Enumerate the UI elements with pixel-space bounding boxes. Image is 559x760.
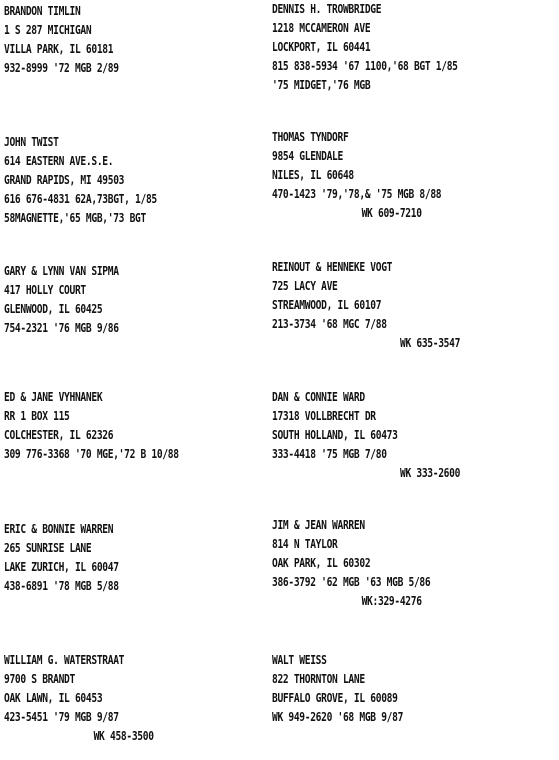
entry-phone-cars: 438-6891 '78 MGB 5/88 (4, 579, 119, 593)
entry-phone-cars: 932-8999 '72 MGB 2/89 (4, 61, 119, 75)
entry-name: WALT WEISS (272, 653, 327, 667)
entry-work-phone: WK:329-4276 (361, 594, 422, 608)
directory-entry-waterstraat (4, 651, 274, 746)
entry-city: VILLA PARK, IL 60181 (4, 42, 114, 56)
directory-entry-van-sipma (4, 262, 274, 338)
entry-city: LOCKPORT, IL 60441 (272, 40, 371, 54)
entry-name: REINOUT & HENNEKE VOGT (272, 260, 393, 274)
entry-name: JOHN TWIST (4, 135, 59, 149)
entry-work-phone: WK 609-7210 (361, 206, 422, 220)
entry-name: ERIC & BONNIE WARREN (4, 522, 114, 536)
entry-work-phone: WK 635-3547 (400, 336, 461, 350)
directory-entry-timlin (4, 2, 274, 78)
entry-street: 725 LACY AVE (272, 279, 338, 293)
directory-entry-vogt (272, 258, 542, 353)
entry-cars-extra: '75 MIDGET,'76 MGB (272, 78, 371, 92)
entry-name: JIM & JEAN WARREN (272, 518, 365, 532)
directory-entry-warren-eric (4, 520, 274, 596)
directory-entry-vyhnanek (4, 388, 274, 464)
entry-work-phone: WK 333-2600 (400, 466, 461, 480)
entry-phone-cars: 616 676-4831 62A,73BGT, 1/85 (4, 192, 157, 206)
entry-name: DENNIS H. TROWBRIDGE (272, 2, 382, 16)
entry-street: 1218 MCCAMERON AVE (272, 21, 371, 35)
entry-city: BUFFALO GROVE, IL 60089 (272, 691, 398, 705)
entry-name: BRANDON TIMLIN (4, 4, 81, 18)
entry-city: NILES, IL 60648 (272, 168, 354, 182)
entry-cars-extra: 58MAGNETTE,'65 MGB,'73 BGT (4, 211, 146, 225)
entry-city: GLENWOOD, IL 60425 (4, 302, 103, 316)
entry-phone-cars: 309 776-3368 '70 MGE,'72 B 10/88 (4, 447, 179, 461)
entry-name: GARY & LYNN VAN SIPMA (4, 264, 119, 278)
directory-entry-twist (4, 133, 274, 228)
entry-phone-cars: 386-3792 '62 MGB '63 MGB 5/86 (272, 575, 431, 589)
entry-city: LAKE ZURICH, IL 60047 (4, 560, 119, 574)
entry-phone-cars: 333-4418 '75 MGB 7/80 (272, 447, 387, 461)
directory-entry-weiss (272, 651, 542, 727)
entry-work-phone: WK 458-3500 (93, 729, 154, 743)
entry-street: 265 SUNRISE LANE (4, 541, 92, 555)
entry-phone-cars: 423-5451 '79 MGB 9/87 (4, 710, 119, 724)
entry-name: DAN & CONNIE WARD (272, 390, 365, 404)
entry-phone-cars: 754-2321 '76 MGB 9/86 (4, 321, 119, 335)
entry-phone-cars: WK 949-2620 '68 MGB 9/87 (272, 710, 404, 724)
entry-city: COLCHESTER, IL 62326 (4, 428, 114, 442)
entry-city: SOUTH HOLLAND, IL 60473 (272, 428, 398, 442)
entry-city: STREAMWOOD, IL 60107 (272, 298, 382, 312)
entry-street: 9700 S BRANDT (4, 672, 75, 686)
entry-street: 822 THORNTON LANE (272, 672, 365, 686)
entry-city: GRAND RAPIDS, MI 49503 (4, 173, 125, 187)
entry-street: 17318 VOLLBRECHT DR (272, 409, 376, 423)
entry-city: OAK LAWN, IL 60453 (4, 691, 103, 705)
directory-entry-ward (272, 388, 542, 483)
entry-street: 417 HOLLY COURT (4, 283, 86, 297)
entry-phone-cars: 213-3734 '68 MGC 7/88 (272, 317, 387, 331)
entry-street: RR 1 BOX 115 (4, 409, 70, 423)
entry-street: 1 S 287 MICHIGAN (4, 23, 92, 37)
entry-city: OAK PARK, IL 60302 (272, 556, 371, 570)
entry-phone-cars: 470-1423 '79,'78,& '75 MGB 8/88 (272, 187, 442, 201)
entry-name: WILLIAM G. WATERSTRAAT (4, 653, 125, 667)
entry-phone-cars: 815 838-5934 '67 1100,'68 BGT 1/85 (272, 59, 458, 73)
entry-street: 614 EASTERN AVE.S.E. (4, 154, 114, 168)
entry-name: THOMAS TYNDORF (272, 130, 349, 144)
entry-street: 814 N TAYLOR (272, 537, 338, 551)
entry-name: ED & JANE VYHNANEK (4, 390, 103, 404)
entry-street: 9854 GLENDALE (272, 149, 343, 163)
directory-entry-trowbridge (272, 0, 542, 95)
directory-entry-tyndorf (272, 128, 542, 223)
directory-entry-warren-jim (272, 516, 542, 611)
